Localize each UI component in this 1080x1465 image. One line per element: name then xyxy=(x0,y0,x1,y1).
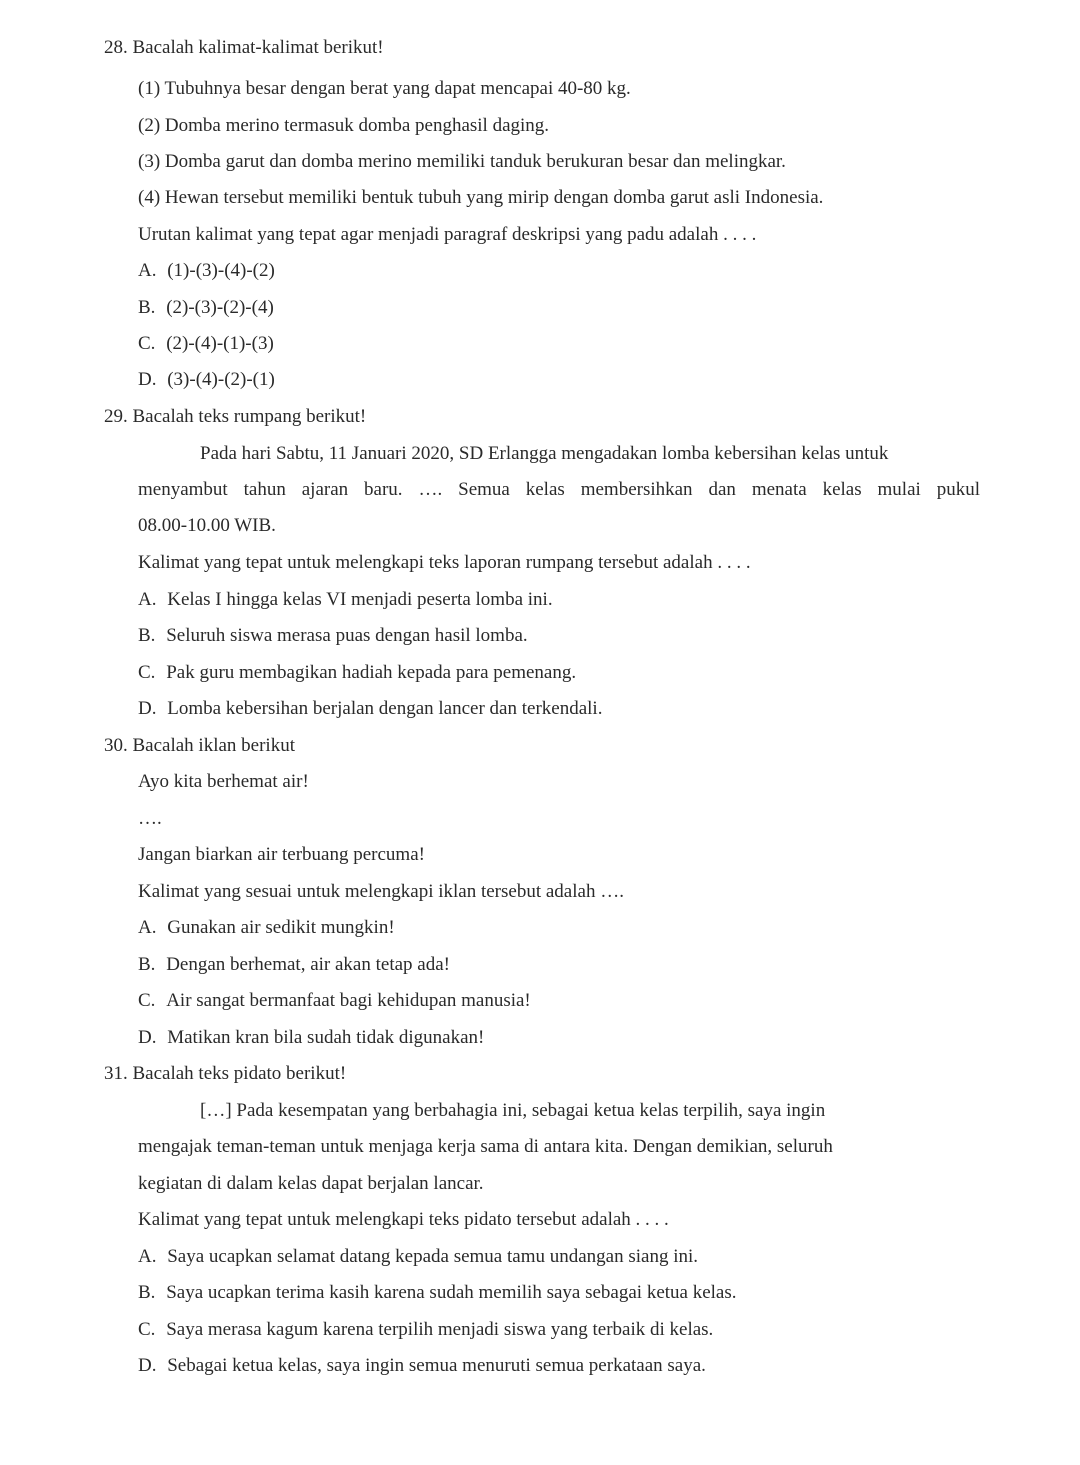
option-b[interactable] xyxy=(138,953,450,977)
option-letter: C. xyxy=(138,662,156,683)
ad-line: Ayo kita berhemat air! xyxy=(138,771,309,792)
option-a[interactable] xyxy=(138,1245,698,1269)
question-29-heading xyxy=(104,405,504,429)
option-c[interactable] xyxy=(138,332,274,356)
question-instruction: Kalimat yang tepat untuk melengkapi teks pidato tersebut adalah . . . . xyxy=(138,1209,669,1230)
option-text: Pak guru membagikan hadiah kepada para pemenang. xyxy=(166,662,577,683)
option-text: Sebagai ketua kelas, saya ingin semua menuruti semua perkataan saya. xyxy=(167,1355,706,1376)
option-text: (2)-(4)-(1)-(3) xyxy=(166,333,274,354)
question-prompt: Bacalah iklan berikut xyxy=(132,735,295,756)
question-30-heading xyxy=(104,734,504,758)
sentence-1: (1) Tubuhnya besar dengan berat yang dapat mencapai 40-80 kg. xyxy=(138,78,631,99)
question-instruction: Urutan kalimat yang tepat agar menjadi paragraf deskripsi yang padu adalah . . . . xyxy=(138,224,757,245)
option-c[interactable] xyxy=(138,989,531,1013)
option-text: Dengan berhemat, air akan tetap ada! xyxy=(166,954,450,975)
question-number: 31. xyxy=(104,1063,128,1084)
question-prompt: Bacalah teks rumpang berikut! xyxy=(132,406,367,427)
option-letter: C. xyxy=(138,333,156,354)
sentence-2: (2) Domba merino termasuk domba penghasil daging. xyxy=(138,115,550,136)
option-text: Kelas I hingga kelas VI menjadi peserta lomba ini. xyxy=(167,589,553,610)
passage-line: Pada hari Sabtu, 11 Januari 2020, SD Erlangga mengadakan lomba kebersihan kelas untuk xyxy=(200,443,889,464)
option-text: Seluruh siswa merasa puas dengan hasil lomba. xyxy=(166,625,528,646)
option-letter: C. xyxy=(138,1319,156,1340)
passage-line: 08.00-10.00 WIB. xyxy=(138,515,276,536)
question-prompt: Bacalah teks pidato berikut! xyxy=(132,1063,347,1084)
passage-line: menyambut tahun ajaran baru. …. Semua kelas membersihkan dan menata kelas mulai pukul xyxy=(138,479,980,500)
option-letter: B. xyxy=(138,297,156,318)
option-c[interactable] xyxy=(138,1318,713,1342)
passage-line: […] Pada kesempatan yang berbahagia ini, sebagai ketua kelas terpilih, saya ingin xyxy=(200,1100,826,1121)
sentence-4: (4) Hewan tersebut memiliki bentuk tubuh yang mirip dengan domba garut asli Indonesia. xyxy=(138,187,824,208)
option-b[interactable] xyxy=(138,624,528,648)
option-c[interactable] xyxy=(138,661,576,685)
option-b[interactable] xyxy=(138,1281,737,1305)
question-number: 29. xyxy=(104,406,128,427)
option-d[interactable] xyxy=(138,1026,484,1050)
option-b[interactable] xyxy=(138,296,274,320)
option-letter: D. xyxy=(138,369,157,390)
option-a[interactable] xyxy=(138,916,395,940)
sentence-3: (3) Domba garut dan domba merino memiliki tanduk berukuran besar dan melingkar. xyxy=(138,151,786,172)
option-a[interactable] xyxy=(138,259,275,283)
option-letter: A. xyxy=(138,1246,157,1267)
option-letter: B. xyxy=(138,625,156,646)
question-28-heading xyxy=(104,36,504,60)
option-letter: A. xyxy=(138,589,157,610)
ad-line: Jangan biarkan air terbuang percuma! xyxy=(138,844,425,865)
option-text: Saya merasa kagum karena terpilih menjadi siswa yang terbaik di kelas. xyxy=(166,1319,714,1340)
option-text: Matikan kran bila sudah tidak digunakan! xyxy=(167,1027,485,1048)
option-text: Saya ucapkan selamat datang kepada semua tamu undangan siang ini. xyxy=(167,1246,699,1267)
question-instruction: Kalimat yang tepat untuk melengkapi teks laporan rumpang tersebut adalah . . . . xyxy=(138,552,751,573)
option-text: Air sangat bermanfaat bagi kehidupan manusia! xyxy=(166,990,531,1011)
option-d[interactable] xyxy=(138,1354,706,1378)
question-instruction: Kalimat yang sesuai untuk melengkapi iklan tersebut adalah …. xyxy=(138,881,624,902)
option-text: Gunakan air sedikit mungkin! xyxy=(167,917,395,938)
passage-line: mengajak teman-teman untuk menjaga kerja sama di antara kita. Dengan demikian, seluruh xyxy=(138,1136,833,1157)
question-prompt: Bacalah kalimat-kalimat berikut! xyxy=(132,37,384,58)
option-letter: D. xyxy=(138,1027,157,1048)
ad-line: …. xyxy=(138,808,162,829)
option-letter: D. xyxy=(138,698,157,719)
option-text: Lomba kebersihan berjalan dengan lancer dan terkendali. xyxy=(167,698,603,719)
option-d[interactable] xyxy=(138,368,275,392)
question-number: 28. xyxy=(104,37,128,58)
option-text: (1)-(3)-(4)-(2) xyxy=(167,260,275,281)
question-31-heading xyxy=(104,1062,504,1086)
option-text: (2)-(3)-(2)-(4) xyxy=(166,297,274,318)
option-letter: A. xyxy=(138,917,157,938)
option-d[interactable] xyxy=(138,697,602,721)
option-letter: C. xyxy=(138,990,156,1011)
option-letter: D. xyxy=(138,1355,157,1376)
passage-line: kegiatan di dalam kelas dapat berjalan lancar. xyxy=(138,1173,484,1194)
option-text: (3)-(4)-(2)-(1) xyxy=(167,369,275,390)
option-letter: B. xyxy=(138,1282,156,1303)
option-letter: A. xyxy=(138,260,157,281)
option-text: Saya ucapkan terima kasih karena sudah memilih saya sebagai ketua kelas. xyxy=(166,1282,737,1303)
question-number: 30. xyxy=(104,735,128,756)
option-letter: B. xyxy=(138,954,156,975)
option-a[interactable] xyxy=(138,588,553,612)
